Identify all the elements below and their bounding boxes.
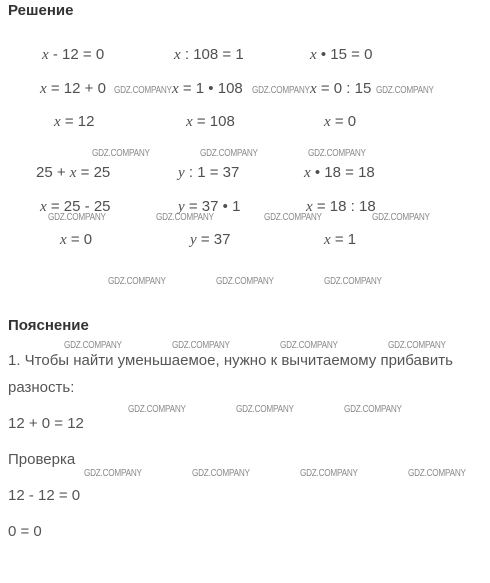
watermark: GDZ.COMPANY [300,468,358,479]
equation: x • 15 = 0 [310,46,373,63]
equation: x = 25 - 25 [40,198,111,215]
equation: x • 18 = 18 [304,164,375,181]
equation: x = 0 [324,113,357,130]
watermark: GDZ.COMPANY [128,404,186,415]
watermark: GDZ.COMPANY [308,148,366,159]
equation: x = 12 [54,113,95,130]
watermark: GDZ.COMPANY [344,404,402,415]
equation: x : 108 = 1 [174,46,244,63]
watermark: GDZ.COMPANY [252,85,310,96]
watermark: GDZ.COMPANY [388,340,446,351]
watermark: GDZ.COMPANY [200,148,258,159]
solution-heading: Решение [8,2,74,19]
watermark: GDZ.COMPANY [236,404,294,415]
watermark: GDZ.COMPANY [324,276,382,287]
watermark: GDZ.COMPANY [84,468,142,479]
watermark: GDZ.COMPANY [376,85,434,96]
equation: x = 18 : 18 [306,198,376,215]
watermark: GDZ.COMPANY [264,212,322,223]
calculation: 12 - 12 = 0 [8,487,81,504]
watermark: GDZ.COMPANY [114,85,172,96]
equation: x = 108 [186,113,235,130]
calculation: 0 = 0 [8,523,42,540]
watermark: GDZ.COMPANY [156,212,214,223]
explanation-heading: Пояснение [8,317,89,334]
explanation-line: разность: [8,379,75,396]
watermark: GDZ.COMPANY [92,148,150,159]
equation: y : 1 = 37 [178,164,240,181]
equation: x = 0 : 15 [310,80,372,97]
explanation-line: 1. Чтобы найти уменьшаемое, нужно к вычитаемому прибавить [8,352,453,369]
watermark: GDZ.COMPANY [372,212,430,223]
equation: x - 12 = 0 [42,46,105,63]
equation: x = 1 • 108 [172,80,243,97]
check-label: Проверка [8,451,76,468]
watermark: GDZ.COMPANY [216,276,274,287]
calculation: 12 + 0 = 12 [8,415,84,432]
equation: x = 0 [60,231,93,248]
equation: y = 37 • 1 [178,198,241,215]
equation: 25 + x = 25 [36,164,111,181]
watermark: GDZ.COMPANY [64,340,122,351]
watermark: GDZ.COMPANY [192,468,250,479]
watermark: GDZ.COMPANY [280,340,338,351]
equation: x = 12 + 0 [40,80,106,97]
equation: y = 37 [190,231,231,248]
watermark: GDZ.COMPANY [48,212,106,223]
watermark: GDZ.COMPANY [172,340,230,351]
watermark: GDZ.COMPANY [108,276,166,287]
watermark: GDZ.COMPANY [408,468,466,479]
equation: x = 1 [324,231,357,248]
